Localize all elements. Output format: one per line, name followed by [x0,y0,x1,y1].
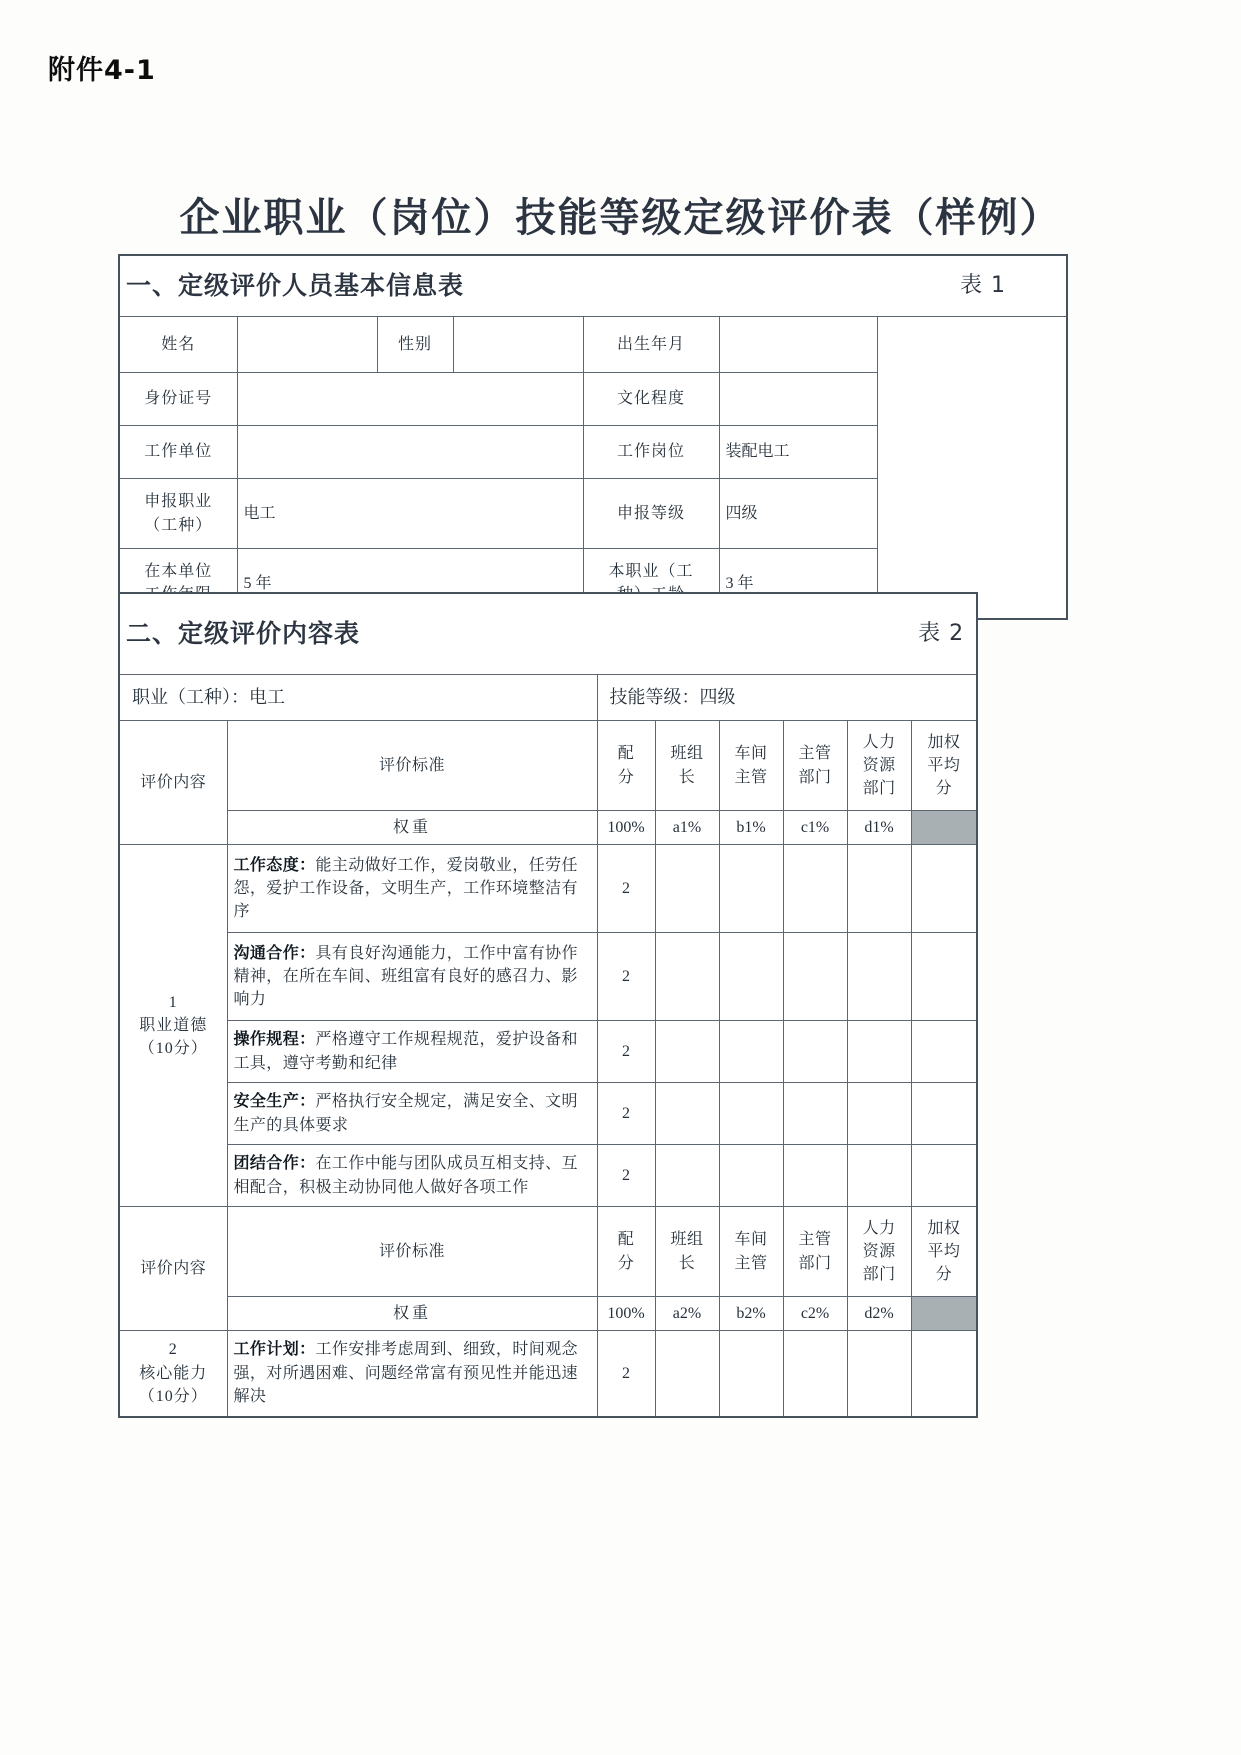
header-team-leader-2 [655,1207,719,1297]
evaluation-content-table [118,592,978,1418]
table2-number: 表 2 [918,621,965,647]
header-dept-line1: 主管 [798,745,832,763]
criteria-text: 工作安排考虑周到、细致，时间观念强，对所遇困难、问题经常富有预见性并能迅速解决 [233,1341,578,1405]
label-gender: 性别 [377,317,453,373]
field-work-unit[interactable] [237,426,583,479]
score-workshop[interactable] [719,1021,783,1083]
weight-label-1: 权重 [227,811,597,845]
score-weighted[interactable] [911,1021,977,1083]
header-hr-line3: 部门 [862,780,896,798]
category-number-1: 1 [168,993,178,1011]
field-years-in-unit[interactable]: 5 年 [237,549,583,619]
score-dept[interactable] [783,1083,847,1145]
weight-weighted-2 [911,1297,977,1331]
table1-spacer-cell [877,317,1067,373]
criteria-title: 团结合作： [233,1155,316,1173]
header-workshop-2-line2: 主管 [734,1254,768,1272]
field-gender[interactable] [453,317,583,373]
attachment-label: 附件4-1 [48,55,156,86]
category-points-2: （10分） [138,1387,208,1405]
weight-workshop-2: b2% [719,1297,783,1331]
score-workshop[interactable] [719,1083,783,1145]
criteria-points: 2 [597,1083,655,1145]
weight-dept-1: c1% [783,811,847,845]
header-workshop-2 [719,1207,783,1297]
label-apply-occupation-line2: （工种） [144,516,213,534]
header-weighted-line3: 分 [935,780,953,798]
header-hr-2 [847,1207,911,1297]
weight-dept-2: c2% [783,1297,847,1331]
criteria-cell [227,1021,597,1083]
label-id-number: 身份证号 [119,373,237,426]
header-workshop [719,721,783,811]
weight-workshop-1: b1% [719,811,783,845]
score-weighted[interactable] [911,1331,977,1417]
header-dept-line2: 部门 [798,768,832,786]
score-hr[interactable] [847,1083,911,1145]
header-hr-2-line2: 资源 [862,1242,896,1260]
score-hr[interactable] [847,1145,911,1207]
field-birth[interactable] [719,317,877,373]
basic-info-table-wrapper [118,254,1068,620]
label-name: 姓名 [119,317,237,373]
weight-label-2: 权重 [227,1297,597,1331]
criteria-text: 在工作中能与团队成员互相支持、互相配合，积极主动协同他人做好各项工作 [233,1155,578,1196]
weight-row-block1 [119,811,977,845]
category-name-1: 职业道德 [139,1016,208,1034]
header-points [597,721,655,811]
header-weighted-2-line2: 平均 [927,1242,961,1260]
weight-hr-1: d1% [847,811,911,845]
label-years-in-unit-line1: 在本单位 [144,563,213,581]
table-row [119,845,977,933]
label-occupation-years-line1: 本职业（工 [608,563,694,581]
table1-section-header-row [119,255,1067,317]
header-weighted-2-line1: 加权 [927,1219,961,1237]
criteria-text: 能主动做好工作，爱岗敬业，任劳任怨，爱护工作设备，文明生产，工作环境整洁有序 [233,856,578,921]
score-team-leader[interactable] [655,1083,719,1145]
criteria-cell [227,845,597,933]
weight-team-leader-2: a2% [655,1297,719,1331]
header-weighted-average-2 [911,1207,977,1297]
category-points-1: （10分） [138,1040,208,1058]
criteria-points: 2 [597,933,655,1021]
category-name-2: 核心能力 [139,1364,208,1382]
criteria-cell [227,1331,597,1417]
weight-weighted-1 [911,811,977,845]
weight-hr-2: d2% [847,1297,911,1331]
criteria-points: 2 [597,1331,655,1417]
score-team-leader[interactable] [655,933,719,1021]
score-workshop[interactable] [719,1331,783,1417]
criteria-cell [227,933,597,1021]
label-apply-occupation [119,479,237,549]
field-work-post[interactable]: 装配电工 [719,426,877,479]
table-row [119,1145,977,1207]
header-points-2-line1: 配 [617,1231,635,1249]
field-name[interactable] [237,317,377,373]
header-content: 评价内容 [119,721,227,845]
header-dept-2-line1: 主管 [798,1231,832,1249]
field-apply-level[interactable]: 四级 [719,479,877,549]
score-workshop[interactable] [719,1145,783,1207]
table-row [119,479,1067,549]
table-row [119,373,1067,426]
header-standard: 评价标准 [227,721,597,811]
score-workshop[interactable] [719,933,783,1021]
criteria-cell [227,1083,597,1145]
score-dept[interactable] [783,1331,847,1417]
field-occupation-years[interactable]: 3 年 [719,549,877,619]
header-team-leader-line1: 班组 [670,745,704,763]
score-team-leader[interactable] [655,845,719,933]
score-weighted[interactable] [911,1145,977,1207]
category-cell-2 [119,1331,227,1417]
criteria-text: 严格遵守工作规程规范，爱护设备和工具，遵守考勤和纪律 [233,1031,578,1072]
table2-meta-row [119,675,977,721]
score-weighted[interactable] [911,933,977,1021]
field-id-number[interactable] [237,373,583,426]
table1-section-title: 一、定级评价人员基本信息表 [126,270,465,300]
header-hr [847,721,911,811]
table2-column-header-row-2 [119,1207,977,1297]
table-row [119,1331,977,1417]
label-birth: 出生年月 [583,317,719,373]
table1-spacer-cell [877,479,1067,549]
table2-section-title: 二、定级评价内容表 [126,618,361,648]
occupation-line: 职业（工种）：电工 [119,675,597,721]
score-weighted[interactable] [911,845,977,933]
criteria-title: 工作计划： [233,1341,316,1359]
header-team-leader-2-line2: 长 [678,1254,696,1272]
label-apply-occupation-line1: 申报职业 [144,493,213,511]
score-hr[interactable] [847,845,911,933]
score-team-leader[interactable] [655,1021,719,1083]
header-dept-2 [783,1207,847,1297]
label-work-unit: 工作单位 [119,426,237,479]
score-workshop[interactable] [719,845,783,933]
table-row [119,317,1067,373]
weight-row-block2 [119,1297,977,1331]
weight-team-leader-1: a1% [655,811,719,845]
header-hr-2-line1: 人力 [862,1219,896,1237]
criteria-title: 工作态度： [233,856,316,874]
score-dept[interactable] [783,933,847,1021]
table1-number: 表 1 [960,273,1006,299]
basic-info-table [118,254,1068,620]
table1-spacer-cell [877,373,1067,426]
header-team-leader [655,721,719,811]
header-dept [783,721,847,811]
header-points-line2: 分 [617,768,635,786]
header-workshop-line1: 车间 [734,745,768,763]
table2-section-header-row [119,593,977,675]
header-weighted-average [911,721,977,811]
score-hr[interactable] [847,1331,911,1417]
header-dept-2-line2: 部门 [798,1254,832,1272]
level-line: 技能等级：四级 [597,675,977,721]
score-dept[interactable] [783,1145,847,1207]
header-points-line1: 配 [617,745,635,763]
header-workshop-line2: 主管 [734,768,768,786]
criteria-points: 2 [597,845,655,933]
criteria-cell [227,1145,597,1207]
score-team-leader[interactable] [655,1331,719,1417]
score-team-leader[interactable] [655,1145,719,1207]
score-hr[interactable] [847,1021,911,1083]
criteria-points: 2 [597,1021,655,1083]
header-weighted-2-line3: 分 [935,1266,953,1284]
header-team-leader-2-line1: 班组 [670,1231,704,1249]
header-points-2-line2: 分 [617,1254,635,1272]
score-hr[interactable] [847,933,911,1021]
criteria-title: 安全生产： [233,1093,316,1111]
table1-spacer-cell [877,426,1067,479]
page-title: 企业职业（岗位）技能等级定级评价表（样例） [179,194,1062,241]
label-apply-level: 申报等级 [583,479,719,549]
header-content-2: 评价内容 [119,1207,227,1331]
weight-points-1: 100% [597,811,655,845]
criteria-text: 严格执行安全规定，满足安全、文明生产的具体要求 [233,1093,578,1134]
score-weighted[interactable] [911,1083,977,1145]
header-workshop-2-line1: 车间 [734,1231,768,1249]
header-hr-line1: 人力 [862,733,896,751]
table-row [119,426,1067,479]
score-dept[interactable] [783,1021,847,1083]
score-dept[interactable] [783,845,847,933]
label-work-post: 工作岗位 [583,426,719,479]
label-education: 文化程度 [583,373,719,426]
header-standard-2: 评价标准 [227,1207,597,1297]
field-apply-occupation[interactable]: 电工 [237,479,583,549]
criteria-text: 具有良好沟通能力，工作中富有协作精神，在所在车间、班组富有良好的感召力、影响力 [233,944,578,1009]
header-hr-2-line3: 部门 [862,1266,896,1284]
category-number-2: 2 [168,1341,178,1359]
field-education[interactable] [719,373,877,426]
criteria-title: 沟通合作： [233,944,316,962]
table-row [119,1021,977,1083]
table-row [119,933,977,1021]
criteria-title: 操作规程： [233,1031,316,1049]
table-row [119,1083,977,1145]
header-weighted-line1: 加权 [927,733,961,751]
weight-points-2: 100% [597,1297,655,1331]
header-weighted-line2: 平均 [927,756,961,774]
evaluation-content-table-wrapper [118,592,978,1418]
criteria-points: 2 [597,1145,655,1207]
header-team-leader-line2: 长 [678,768,696,786]
table2-column-header-row [119,721,977,811]
header-points-2 [597,1207,655,1297]
header-hr-line2: 资源 [862,756,896,774]
category-cell-1 [119,845,227,1207]
